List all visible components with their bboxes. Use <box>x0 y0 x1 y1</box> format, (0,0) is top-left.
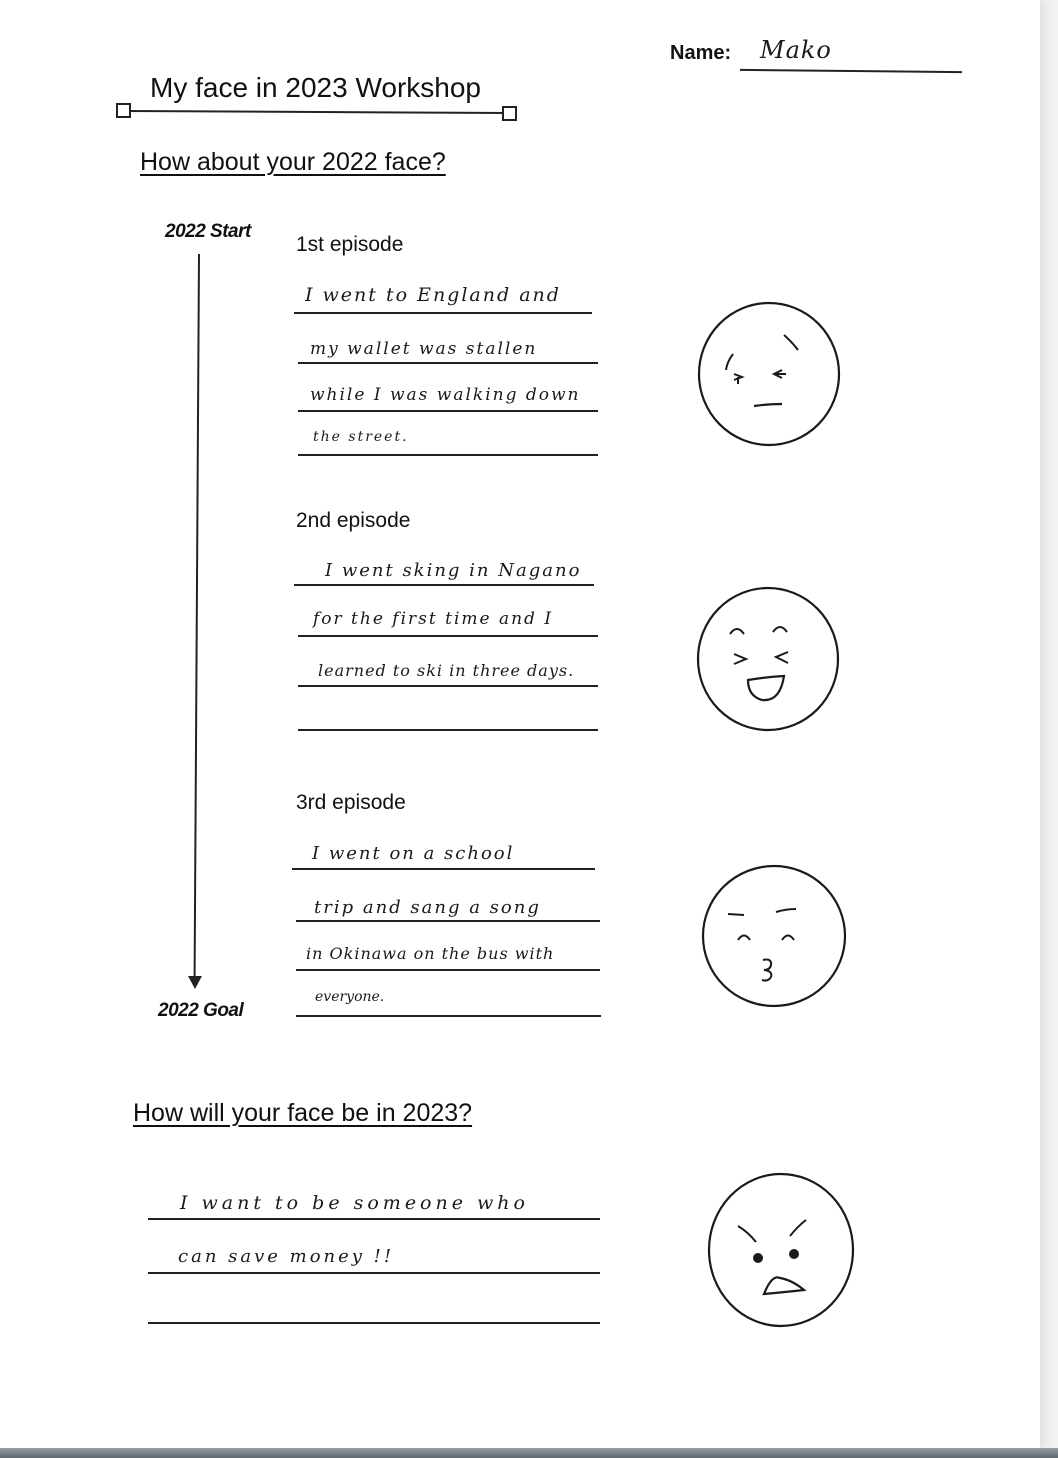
episode-1-line-2: my wallet was stallen <box>310 339 538 359</box>
episode-2-rule-1 <box>294 584 594 586</box>
episode-3-rule-1 <box>292 868 595 870</box>
episode-3-label: 3rd episode <box>296 791 406 814</box>
section-2023-rule-3 <box>148 1322 600 1324</box>
episode-3-line-4: everyone. <box>315 989 385 1005</box>
laughing-face-icon <box>696 586 842 732</box>
name-label: Name: <box>670 42 732 64</box>
episode-2-rule-2 <box>298 635 598 637</box>
episode-2-rule-3 <box>298 685 598 687</box>
episode-3-rule-4 <box>296 1015 601 1017</box>
title-underline <box>125 110 510 114</box>
episode-2-label: 2nd episode <box>296 509 411 532</box>
timeline-arrow-line <box>194 254 200 978</box>
title-handle-right <box>502 106 517 121</box>
page-bottom-edge <box>0 1448 1058 1458</box>
episode-1-label: 1st episode <box>296 233 404 256</box>
episode-2-line-1: I went sking in Nagano <box>325 560 582 581</box>
nervous-face-icon <box>696 300 842 446</box>
episode-1-line-1: I went to England and <box>305 284 561 306</box>
episode-1-line-4: the street. <box>313 429 409 445</box>
episode-3-line-1: I went on a school <box>312 843 515 864</box>
timeline-start-label: 2022 Start <box>165 221 251 242</box>
episode-2-rule-4 <box>298 729 598 731</box>
section-2023-rule-1 <box>148 1218 600 1220</box>
episode-1-line-3: while I was walking down <box>310 385 581 405</box>
episode-1-rule-1 <box>294 312 592 314</box>
angry-face-icon <box>706 1172 856 1328</box>
name-value: Mako <box>760 36 832 64</box>
section-2023-line-2: can save money !! <box>178 1246 395 1267</box>
episode-3-rule-2 <box>296 920 600 922</box>
timeline-arrow-head-icon <box>187 976 203 990</box>
name-underline <box>740 69 962 73</box>
title-handle-left <box>116 103 131 118</box>
episode-2-line-2: for the first time and I <box>313 609 554 629</box>
episode-1-rule-4 <box>298 454 598 456</box>
episode-2-line-3: learned to ski in three days. <box>318 661 575 680</box>
section-2023-rule-2 <box>148 1272 600 1274</box>
page-title: My face in 2023 Workshop <box>150 72 481 103</box>
section-2023-heading: How will your face be in 2023? <box>133 1099 473 1127</box>
section-2023-line-1: I want to be someone who <box>180 1192 529 1214</box>
episode-3-rule-3 <box>296 969 600 971</box>
section-2022-heading: How about your 2022 face? <box>140 148 446 176</box>
content-face-icon <box>700 864 848 1010</box>
timeline-goal-label: 2022 Goal <box>158 1000 244 1021</box>
episode-3-line-2: trip and sang a song <box>314 897 541 918</box>
episode-3-line-3: in Okinawa on the bus with <box>306 944 555 963</box>
episode-1-rule-3 <box>298 410 598 412</box>
episode-1-rule-2 <box>298 362 598 364</box>
